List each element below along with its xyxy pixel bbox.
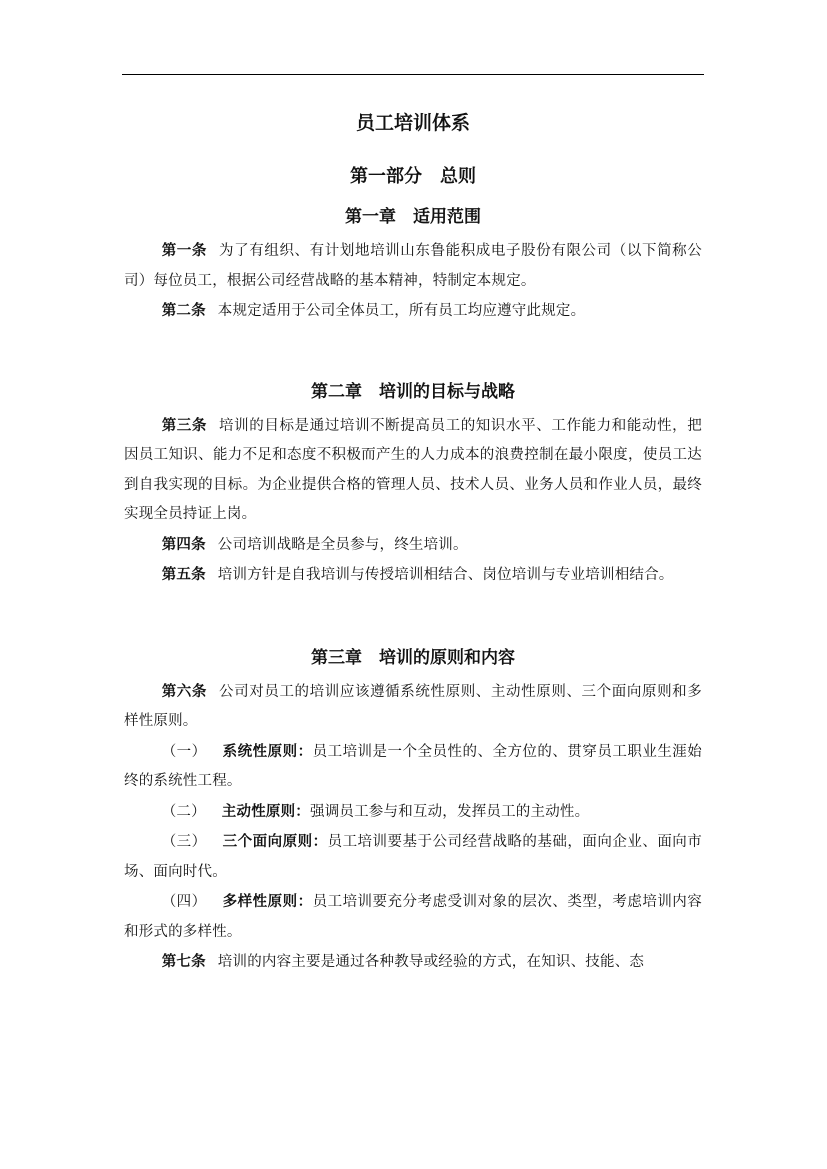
article-text: 培训方针是自我培训与传授培训相结合、岗位培训与专业培训相结合。 (217, 567, 674, 583)
article-2 (124, 296, 702, 327)
article-label: 第七条 (161, 953, 206, 970)
chapter-2-title: 第二章 培训的目标与战略 (311, 381, 515, 402)
chapter-1-title: 第一章 适用范围 (345, 207, 481, 227)
principle-name: 主动性原则： (221, 802, 310, 820)
principle-number: （三） (161, 834, 207, 850)
principle-name: 系统性原则： (222, 742, 313, 760)
principle-1 (124, 737, 702, 797)
principle-name: 三个面向原则： (222, 833, 328, 850)
principle-name: 多样性原则： (222, 893, 313, 910)
article-text: 本规定适用于公司全体员工，所有员工均应遵守此规定。 (217, 303, 586, 319)
article-text: 为了有组织、有计划地培训山东鲁能积成电子股份有限公司（以下简称公司）每位员工，根据公司经营战略的基本精神，特制定本规定。 (124, 243, 702, 289)
article-label: 第一条 (161, 242, 208, 259)
principle-2 (124, 797, 702, 828)
article-3 (124, 411, 702, 530)
article-7 (124, 947, 702, 978)
article-6 (124, 677, 702, 737)
header-rule (122, 74, 704, 75)
principle-text: 员工培训要充分考虑受训对象的层次、类型，考虑培训内容和形式的多样性。 (124, 894, 702, 940)
part-title: 第一部分 总则 (350, 166, 476, 187)
principle-number: （四） (161, 894, 207, 910)
article-4 (124, 530, 702, 561)
principle-number: （二） (161, 803, 206, 820)
principle-4 (124, 887, 702, 947)
article-label: 第六条 (161, 682, 208, 700)
article-text: 公司对员工的培训应该遵循系统性原则、主动性原则、三个面向原则和多样性原则。 (124, 683, 702, 729)
article-5 (124, 560, 702, 591)
document-title: 员工培训体系 (355, 112, 470, 134)
article-label: 第三条 (161, 416, 208, 434)
chapter-3-title: 第三章 培训的原则和内容 (311, 647, 515, 668)
principle-3 (124, 827, 702, 887)
article-label: 第二条 (161, 302, 206, 319)
article-1 (124, 236, 702, 296)
article-label: 第五条 (161, 566, 206, 583)
article-text: 培训的内容主要是通过各种教导或经验的方式，在知识、技能、态 (217, 954, 645, 970)
article-label: 第四条 (161, 535, 206, 553)
article-text: 公司培训战略是全员参与，终生培训。 (217, 536, 468, 553)
article-text: 培训的目标是通过培训不断提高员工的知识水平、工作能力和能动性，把因员工知识、能力不足和态度不积极而产生的人力成本的浪费控制在最小限度，使员工达到自我实现的目标。为企业提供合格的管理人员、技术人员、业务人员和作业人员，最终实现全员持证上岗。 (124, 417, 702, 522)
principle-text: 强调员工参与和互动，发挥员工的主动性。 (310, 803, 590, 820)
principle-text: 员工培训要基于公司经营战略的基础，面向企业、面向市场、面向时代。 (124, 834, 702, 880)
principle-number: （一） (161, 743, 207, 760)
document-body (124, 108, 702, 978)
principle-text: 员工培训是一个全员性的、全方位的、贯穿员工职业生涯始终的系统性工程。 (124, 743, 702, 789)
